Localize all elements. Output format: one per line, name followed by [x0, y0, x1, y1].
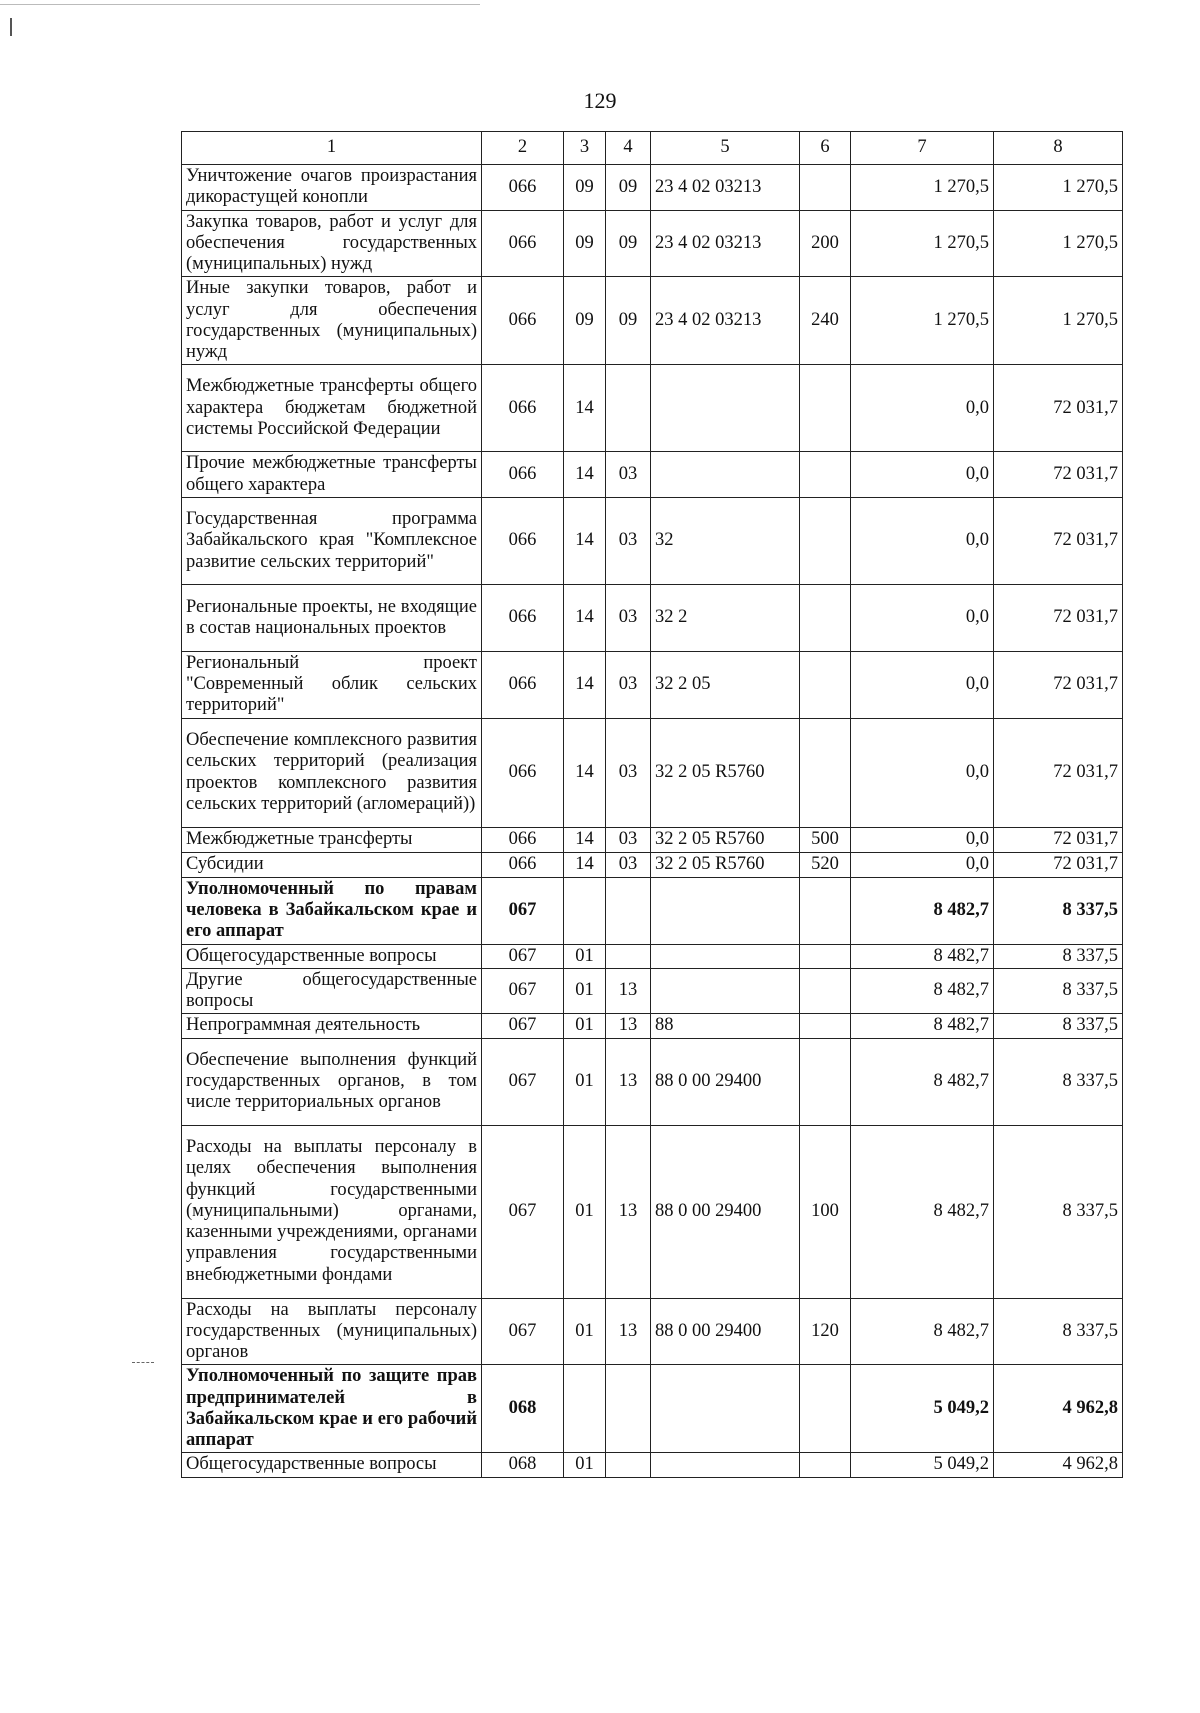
- row-ministry-code: 066: [482, 718, 564, 827]
- row-amount-col8: 72 031,7: [994, 584, 1123, 651]
- row-subsection: 13: [606, 1298, 651, 1365]
- row-expense-type: 100: [800, 1125, 851, 1298]
- row-ministry-code: 067: [482, 968, 564, 1014]
- row-amount-col8: 72 031,7: [994, 365, 1123, 452]
- row-amount-col8: 72 031,7: [994, 827, 1123, 852]
- row-expense-type: [800, 365, 851, 452]
- row-section: 01: [564, 1038, 606, 1125]
- row-name: Уполномоченный по защите прав предпринимателей в Забайкальском крае и его рабочий аппарат: [182, 1365, 482, 1453]
- row-ministry-code: 066: [482, 165, 564, 211]
- row-subsection: 13: [606, 968, 651, 1014]
- row-expense-type: [800, 452, 851, 498]
- row-expense-type: [800, 968, 851, 1014]
- row-name: Непрограммная деятельность: [182, 1014, 482, 1038]
- row-name: Общегосударственные вопросы: [182, 944, 482, 968]
- row-amount-col7: 0,0: [851, 497, 994, 584]
- row-amount-col7: 0,0: [851, 718, 994, 827]
- row-ministry-code: 067: [482, 877, 564, 944]
- header-cell-2: 2: [482, 132, 564, 165]
- scan-top-line: [0, 4, 480, 5]
- row-section: 14: [564, 365, 606, 452]
- row-subsection: 03: [606, 497, 651, 584]
- row-section: 09: [564, 277, 606, 365]
- header-cell-1: 1: [182, 132, 482, 165]
- row-amount-col7: 5 049,2: [851, 1453, 994, 1477]
- table-row: [182, 852, 1123, 877]
- row-ministry-code: 068: [482, 1365, 564, 1453]
- row-expense-type: [800, 165, 851, 211]
- row-section: 01: [564, 1453, 606, 1477]
- table-row: [182, 1298, 1123, 1365]
- table-row: [182, 277, 1123, 365]
- table-row: [182, 944, 1123, 968]
- row-amount-col7: 0,0: [851, 651, 994, 718]
- row-name: Обеспечение комплексного развития сельских территорий (реализация проектов комплексного развития сельских территорий (агломераций)): [182, 718, 482, 827]
- row-name: Расходы на выплаты персоналу в целях обеспечения выполнения функций государственными (муниципальными) органами, казенными учреждениями, органами управления государственными внебюджетными фондами: [182, 1125, 482, 1298]
- row-target-article: [651, 968, 800, 1014]
- row-subsection: 13: [606, 1014, 651, 1038]
- header-cell-6: 6: [800, 132, 851, 165]
- row-name: Уполномоченный по правам человека в Забайкальском крае и его аппарат: [182, 877, 482, 944]
- table-row: [182, 827, 1123, 852]
- table-row: [182, 1365, 1123, 1453]
- row-subsection: 03: [606, 584, 651, 651]
- row-section: 09: [564, 210, 606, 277]
- row-amount-col7: 0,0: [851, 584, 994, 651]
- row-target-article: [651, 944, 800, 968]
- budget-table: [181, 131, 1123, 1478]
- row-expense-type: 520: [800, 852, 851, 877]
- row-amount-col8: 4 962,8: [994, 1365, 1123, 1453]
- header-cell-3: 3: [564, 132, 606, 165]
- row-target-article: [651, 365, 800, 452]
- row-section: 01: [564, 1014, 606, 1038]
- scan-side-mark: [132, 1362, 154, 1363]
- table-row: [182, 210, 1123, 277]
- row-target-article: 32 2 05 R5760: [651, 718, 800, 827]
- header-cell-7: 7: [851, 132, 994, 165]
- row-subsection: [606, 1365, 651, 1453]
- row-ministry-code: 066: [482, 365, 564, 452]
- row-name: Другие общегосударственные вопросы: [182, 968, 482, 1014]
- row-amount-col8: 72 031,7: [994, 651, 1123, 718]
- row-section: 14: [564, 497, 606, 584]
- header-cell-4: 4: [606, 132, 651, 165]
- row-section: 01: [564, 1125, 606, 1298]
- table-row: [182, 1453, 1123, 1477]
- row-amount-col7: 8 482,7: [851, 1038, 994, 1125]
- row-section: 14: [564, 651, 606, 718]
- row-ministry-code: 066: [482, 651, 564, 718]
- row-expense-type: [800, 944, 851, 968]
- row-expense-type: 240: [800, 277, 851, 365]
- row-expense-type: [800, 718, 851, 827]
- row-ministry-code: 066: [482, 210, 564, 277]
- row-name: Обеспечение выполнения функций государственных органов, в том числе территориальных органов: [182, 1038, 482, 1125]
- row-amount-col8: 72 031,7: [994, 497, 1123, 584]
- row-subsection: 03: [606, 827, 651, 852]
- row-section: 09: [564, 165, 606, 211]
- table-row: [182, 718, 1123, 827]
- row-amount-col8: 1 270,5: [994, 277, 1123, 365]
- row-expense-type: [800, 584, 851, 651]
- row-subsection: 03: [606, 651, 651, 718]
- row-target-article: 23 4 02 03213: [651, 277, 800, 365]
- row-target-article: 88: [651, 1014, 800, 1038]
- row-name: Субсидии: [182, 852, 482, 877]
- row-subsection: 09: [606, 277, 651, 365]
- table-body: [182, 132, 1123, 1478]
- row-target-article: 88 0 00 29400: [651, 1125, 800, 1298]
- row-expense-type: [800, 1365, 851, 1453]
- row-expense-type: [800, 497, 851, 584]
- row-section: 14: [564, 452, 606, 498]
- row-target-article: 23 4 02 03213: [651, 210, 800, 277]
- scan-left-mark: [10, 18, 12, 36]
- table-row: [182, 452, 1123, 498]
- row-name: Закупка товаров, работ и услуг для обеспечения государственных (муниципальных) нужд: [182, 210, 482, 277]
- row-amount-col7: 1 270,5: [851, 277, 994, 365]
- row-expense-type: 120: [800, 1298, 851, 1365]
- row-target-article: 32 2 05: [651, 651, 800, 718]
- row-expense-type: [800, 651, 851, 718]
- row-subsection: 09: [606, 165, 651, 211]
- row-subsection: [606, 365, 651, 452]
- table-row: [182, 497, 1123, 584]
- row-name: Иные закупки товаров, работ и услуг для обеспечения государственных (муниципальных) нужд: [182, 277, 482, 365]
- row-amount-col7: 0,0: [851, 827, 994, 852]
- row-amount-col7: 5 049,2: [851, 1365, 994, 1453]
- row-amount-col7: 8 482,7: [851, 1125, 994, 1298]
- row-amount-col8: 8 337,5: [994, 1014, 1123, 1038]
- row-amount-col7: 1 270,5: [851, 210, 994, 277]
- row-amount-col8: 8 337,5: [994, 1298, 1123, 1365]
- row-name: Расходы на выплаты персоналу государственных (муниципальных) органов: [182, 1298, 482, 1365]
- row-amount-col8: 4 962,8: [994, 1453, 1123, 1477]
- row-amount-col8: 8 337,5: [994, 1038, 1123, 1125]
- row-name: Уничтожение очагов произрастания дикорастущей конопли: [182, 165, 482, 211]
- row-ministry-code: 066: [482, 584, 564, 651]
- row-subsection: 03: [606, 852, 651, 877]
- row-ministry-code: 067: [482, 1298, 564, 1365]
- row-amount-col8: 72 031,7: [994, 452, 1123, 498]
- table-row: [182, 584, 1123, 651]
- row-target-article: [651, 1365, 800, 1453]
- row-expense-type: 500: [800, 827, 851, 852]
- table-row: [182, 651, 1123, 718]
- row-subsection: [606, 877, 651, 944]
- row-name: Общегосударственные вопросы: [182, 1453, 482, 1477]
- row-ministry-code: 067: [482, 944, 564, 968]
- header-cell-5: 5: [651, 132, 800, 165]
- row-expense-type: [800, 877, 851, 944]
- row-amount-col7: 8 482,7: [851, 1298, 994, 1365]
- row-target-article: 32 2 05 R5760: [651, 827, 800, 852]
- row-target-article: 23 4 02 03213: [651, 165, 800, 211]
- row-section: 01: [564, 968, 606, 1014]
- row-amount-col7: 8 482,7: [851, 1014, 994, 1038]
- row-target-article: 32: [651, 497, 800, 584]
- row-amount-col7: 0,0: [851, 365, 994, 452]
- row-subsection: 13: [606, 1125, 651, 1298]
- row-section: [564, 877, 606, 944]
- row-amount-col7: 0,0: [851, 452, 994, 498]
- row-ministry-code: 067: [482, 1014, 564, 1038]
- row-amount-col7: 1 270,5: [851, 165, 994, 211]
- row-amount-col8: 1 270,5: [994, 165, 1123, 211]
- row-target-article: 32 2 05 R5760: [651, 852, 800, 877]
- header-row: [182, 132, 1123, 165]
- row-section: 14: [564, 852, 606, 877]
- row-ministry-code: 066: [482, 852, 564, 877]
- row-target-article: 88 0 00 29400: [651, 1298, 800, 1365]
- row-ministry-code: 067: [482, 1125, 564, 1298]
- header-cell-8: 8: [994, 132, 1123, 165]
- row-section: 01: [564, 944, 606, 968]
- row-amount-col8: 72 031,7: [994, 718, 1123, 827]
- row-amount-col8: 8 337,5: [994, 944, 1123, 968]
- row-name: Государственная программа Забайкальского края "Комплексное развитие сельских территорий": [182, 497, 482, 584]
- row-name: Региональные проекты, не входящие в состав национальных проектов: [182, 584, 482, 651]
- table-row: [182, 1038, 1123, 1125]
- row-amount-col7: 0,0: [851, 852, 994, 877]
- row-ministry-code: 066: [482, 452, 564, 498]
- row-section: 14: [564, 584, 606, 651]
- row-section: 01: [564, 1298, 606, 1365]
- row-expense-type: [800, 1038, 851, 1125]
- row-amount-col8: 72 031,7: [994, 852, 1123, 877]
- row-subsection: [606, 944, 651, 968]
- table-row: [182, 165, 1123, 211]
- row-amount-col7: 8 482,7: [851, 944, 994, 968]
- row-amount-col8: 8 337,5: [994, 877, 1123, 944]
- row-ministry-code: 066: [482, 497, 564, 584]
- row-section: [564, 1365, 606, 1453]
- row-subsection: 09: [606, 210, 651, 277]
- table-row: [182, 1014, 1123, 1038]
- row-section: 14: [564, 718, 606, 827]
- table-row: [182, 877, 1123, 944]
- row-ministry-code: 068: [482, 1453, 564, 1477]
- row-expense-type: [800, 1453, 851, 1477]
- row-name: Межбюджетные трансферты: [182, 827, 482, 852]
- row-subsection: [606, 1453, 651, 1477]
- table-row: [182, 968, 1123, 1014]
- row-name: Региональный проект "Современный облик сельских территорий": [182, 651, 482, 718]
- row-amount-col8: 8 337,5: [994, 1125, 1123, 1298]
- row-ministry-code: 066: [482, 827, 564, 852]
- row-target-article: [651, 1453, 800, 1477]
- row-target-article: [651, 452, 800, 498]
- row-name: Межбюджетные трансферты общего характера бюджетам бюджетной системы Российской Федерации: [182, 365, 482, 452]
- page-number: 129: [583, 88, 617, 113]
- row-amount-col7: 8 482,7: [851, 968, 994, 1014]
- row-subsection: 03: [606, 452, 651, 498]
- row-name: Прочие межбюджетные трансферты общего характера: [182, 452, 482, 498]
- row-section: 14: [564, 827, 606, 852]
- table-row: [182, 365, 1123, 452]
- row-target-article: 32 2: [651, 584, 800, 651]
- row-subsection: 03: [606, 718, 651, 827]
- row-subsection: 13: [606, 1038, 651, 1125]
- row-ministry-code: 067: [482, 1038, 564, 1125]
- row-expense-type: 200: [800, 210, 851, 277]
- row-ministry-code: 066: [482, 277, 564, 365]
- row-target-article: [651, 877, 800, 944]
- row-amount-col8: 8 337,5: [994, 968, 1123, 1014]
- row-expense-type: [800, 1014, 851, 1038]
- table-row: [182, 1125, 1123, 1298]
- row-amount-col7: 8 482,7: [851, 877, 994, 944]
- row-target-article: 88 0 00 29400: [651, 1038, 800, 1125]
- row-amount-col8: 1 270,5: [994, 210, 1123, 277]
